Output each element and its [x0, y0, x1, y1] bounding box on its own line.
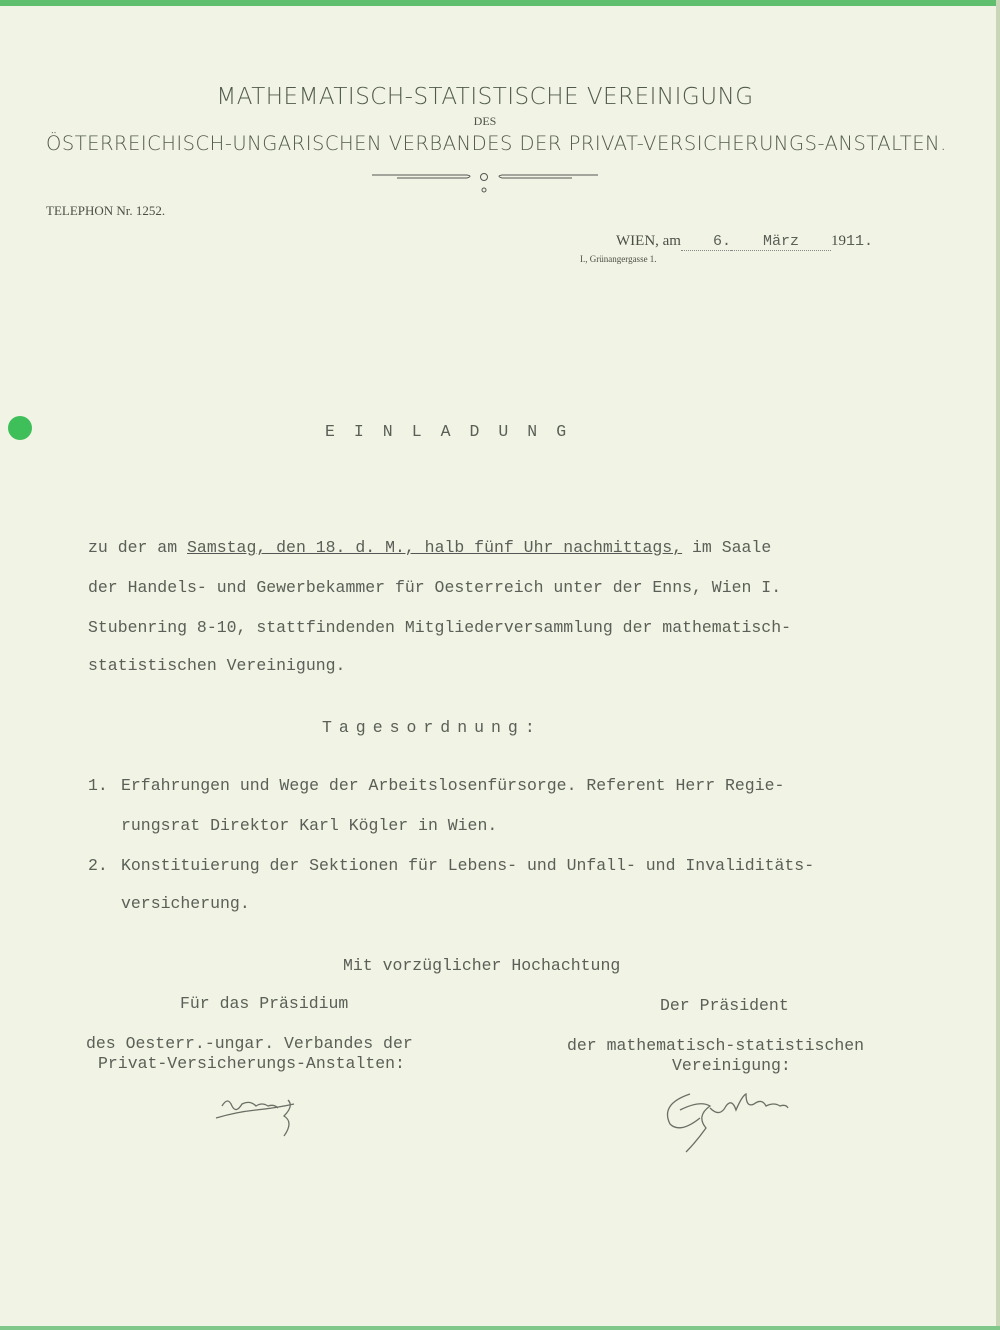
- place-label: WIEN, am: [616, 233, 681, 249]
- right-signatory-line-3: Vereinigung:: [672, 1056, 791, 1075]
- date-month: März: [731, 233, 831, 251]
- left-signatory-title: Für das Präsidium: [180, 994, 349, 1013]
- intro-line-3: Stubenring 8-10, stattfindenden Mitgliederversammlung der mathematisch-: [88, 618, 792, 637]
- org-connector: DES: [473, 114, 497, 128]
- intro-text: zu der am: [88, 538, 188, 557]
- left-signatory-line-2: des Oesterr.-ungar. Verbandes der: [86, 1034, 413, 1053]
- right-signatory-line-2: der mathematisch-statistischen: [567, 1036, 865, 1055]
- scan-bottom-edge: [0, 1326, 1000, 1330]
- closing: Mit vorzüglicher Hochachtung: [343, 956, 621, 975]
- intro-text: im Saale: [682, 538, 772, 557]
- date-line: [616, 233, 873, 251]
- green-marker-dot: [8, 416, 32, 440]
- left-signatory-line-3: Privat-Versicherungs-Anstalten:: [98, 1054, 405, 1073]
- intro-line-2: der Handels- und Gewerbekammer für Oesterreich unter der Enns, Wien I.: [88, 578, 782, 597]
- document-title: EINLADUNG: [325, 422, 586, 441]
- org-name: MATHEMATISCH-STATISTISCHE VEREINIGUNG: [216, 84, 754, 110]
- date-day: 6.: [681, 233, 731, 251]
- org-parent-name: ÖSTERREICHISCH-UNGARISCHEN VERBANDES DER PRIVAT-VERSICHERUNGS-ANSTALTEN.: [46, 132, 947, 155]
- meeting-time: Samstag, den 18. d. M., halb fünf Uhr nachmittags,: [187, 538, 683, 557]
- scan-right-edge: [996, 0, 1000, 1330]
- right-signatory-title: Der Präsident: [660, 996, 789, 1015]
- telephone-number: TELEPHON Nr. 1252.: [46, 203, 166, 218]
- agenda-item-1-line-1: Erfahrungen und Wege der Arbeitslosenfürsorge. Referent Herr Regie-: [121, 776, 785, 795]
- ornament-divider: [372, 170, 598, 196]
- left-signature: [208, 1088, 308, 1143]
- address: I., Grünangergasse 1.: [580, 254, 657, 264]
- agenda-item-1-number: 1.: [88, 776, 108, 795]
- right-signature: [650, 1080, 810, 1160]
- year-suffix: 11.: [845, 233, 873, 250]
- agenda-item-2-line-2: versicherung.: [121, 894, 250, 913]
- intro-line-4: statistischen Vereinigung.: [88, 656, 346, 675]
- agenda-item-1-line-2: rungsrat Direktor Karl Kögler in Wien.: [121, 816, 498, 835]
- agenda-item-2-number: 2.: [88, 856, 108, 875]
- year-prefix: 19: [830, 233, 846, 249]
- scan-top-edge: [0, 0, 1000, 6]
- agenda-title: Tagesordnung:: [322, 718, 542, 737]
- intro-line-1: [88, 538, 771, 557]
- agenda-item-2-line-1: Konstituierung der Sektionen für Lebens- und Unfall- und Invaliditäts-: [121, 856, 815, 875]
